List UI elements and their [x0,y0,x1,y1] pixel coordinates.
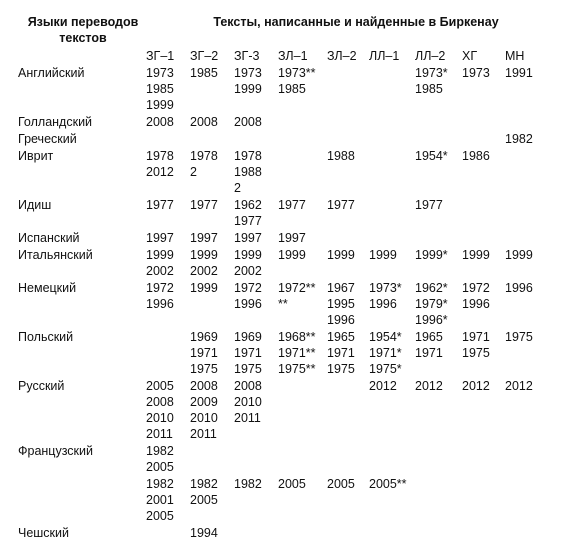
table-row [0,329,575,378]
table-cell: 1971 1975 [462,330,490,360]
table-cell: 1967 1995 1996 [327,281,355,327]
languages-header: Языки переводов текстов [27,15,139,45]
table-cell: 1978 1988 2 [234,149,262,195]
table-cell: 1999* [415,248,448,262]
language-label: Греческий [18,132,77,146]
table-cell: 1986 [462,149,490,163]
table-cell: 1965 1971 1975 [327,330,355,376]
column-header: ЛЛ–2 [415,49,446,63]
table-cell: 1982 2001 2005 [146,477,174,523]
table-row [0,230,575,247]
table-cell: 1991 [505,66,533,80]
table-cell: 1982 2005 [190,477,218,507]
language-label: Идиш [18,198,52,212]
table-cell: 2005 2008 2010 2011 [146,379,174,441]
table-cell: 1999 [369,248,397,262]
table-row [0,148,575,197]
column-header: ЗЛ–2 [327,49,357,63]
column-headers [0,48,575,64]
table-cell: 2012 [369,379,397,393]
table-cell: 1972** ** [278,281,316,311]
column-header: ХГ [462,49,478,63]
table-row [0,280,575,329]
table-body [0,65,575,542]
table-cell: 1977 [327,198,355,212]
table-cell: 2012 [415,379,443,393]
table-cell: 2012 [462,379,490,393]
language-label: Чешский [18,526,69,540]
language-label: Английский [18,66,85,80]
table-cell: 1977 [415,198,443,212]
table-cell: 1982 [505,132,533,146]
table-cell: 1977 [190,198,218,212]
table-cell: 1997 [278,231,306,245]
language-label: Немецкий [18,281,77,295]
table-cell: 1972 1996 [146,281,174,311]
table-cell: 1999 [190,281,218,295]
language-label: Французский [18,444,93,458]
table-cell: 2008 2009 2010 2011 [190,379,218,441]
table-cell: 1999 [505,248,533,262]
table-row [0,247,575,280]
table-cell: 1978 2 [190,149,218,179]
table-cell: 2005 [278,477,306,491]
table-cell: 1999 [278,248,306,262]
table-cell: 1973 [462,66,490,80]
table-cell: 1973 1999 [234,66,262,96]
table-cell: 1975 [505,330,533,344]
table-row [0,131,575,148]
table-cell: 1962 1977 [234,198,262,228]
table-cell: 2005** [369,477,407,491]
table-row [0,378,575,443]
table-cell: 1973 1985 1999 [146,66,174,112]
table-cell: 2012 [505,379,533,393]
table-row [0,525,575,542]
table-cell: 1962* 1979* 1996* [415,281,448,327]
table-cell: 1982 [234,477,262,491]
language-label: Голландский [18,115,93,129]
table-cell: 2005 [327,477,355,491]
texts-header: Тексты, написанные и найденные в Биркенау [213,15,499,29]
table-cell: 1999 2002 [190,248,218,278]
table-cell: 2008 [146,115,174,129]
table-cell: 1969 1971 1975 [234,330,262,376]
language-label: Польский [18,330,74,344]
table-row [0,197,575,230]
table-cell: 1988 [327,149,355,163]
table-cell: 1977 [146,198,174,212]
column-header: ЗЛ–1 [278,49,308,63]
table-cell: 1996 [505,281,533,295]
column-header: МН [505,49,525,63]
table-cell: 1999 [462,248,490,262]
table-cell: 1997 [146,231,174,245]
table-cell: 1999 2002 [234,248,262,278]
table-cell: 1997 [234,231,262,245]
table-row [0,65,575,114]
table-cell: 1985 [190,66,218,80]
table-cell: 2008 [190,115,218,129]
column-header: ЛЛ–1 [369,49,400,63]
table-cell: 1997 [190,231,218,245]
column-header: ЗГ-3 [234,49,260,63]
table-cell: 1994 [190,526,218,540]
table-cell: 1999 2002 [146,248,174,278]
table-cell: 1973* 1996 [369,281,402,311]
table-cell: 1999 [327,248,355,262]
table-cell: 1977 [278,198,306,212]
table-cell: 1973* 1985 [415,66,448,96]
language-label: Иврит [18,149,54,163]
table-cell: 2008 2010 2011 [234,379,262,425]
table-cell: 1982 2005 [146,444,174,474]
table-row [0,114,575,131]
table-cell: 1973** 1985 [278,66,316,96]
language-label: Испанский [18,231,80,245]
language-label: Итальянский [18,248,93,262]
table-cell: 1968** 1971** 1975** [278,330,316,376]
table-cell: 1972 1996 [462,281,490,311]
column-header: ЗГ–1 [146,49,175,63]
table-cell: 1954* [415,149,448,163]
language-label: Русский [18,379,65,393]
table-cell: 2008 [234,115,262,129]
table-row [0,443,575,476]
table-cell: 1954* 1971* 1975* [369,330,402,376]
column-header: ЗГ–2 [190,49,219,63]
table-cell: 1972 1996 [234,281,262,311]
table-cell: 1969 1971 1975 [190,330,218,376]
table-cell: 1978 2012 [146,149,174,179]
table-row [0,476,575,525]
table-cell: 1965 1971 [415,330,443,360]
